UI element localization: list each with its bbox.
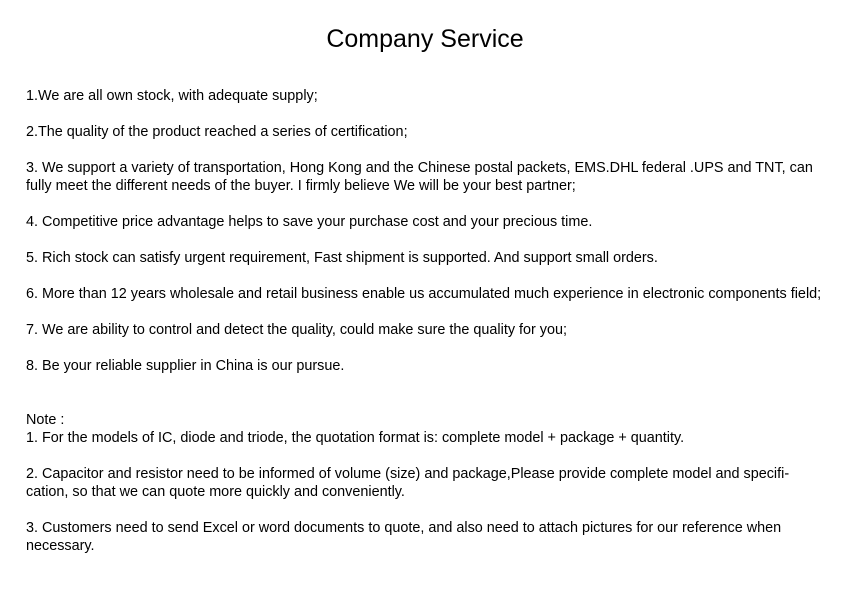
service-item-1: 1.We are all own stock, with adequate supply; <box>26 88 318 104</box>
page-title: Company Service <box>326 25 524 53</box>
service-item-2: 2.The quality of the product reached a series of certification; <box>26 124 408 140</box>
service-list <box>26 87 826 375</box>
document-body <box>26 87 826 573</box>
note-item-1: 1. For the models of IC, diode and triode, the quotation format is: complete model + package + quantity. <box>26 430 685 446</box>
note-item-3: 3. Customers need to send Excel or word documents to quote, and also need to attach pictures for our reference when necessary. <box>26 520 782 554</box>
service-item-8: 8. Be your reliable supplier in China is our pursue. <box>26 358 345 374</box>
service-item-6: 6. More than 12 years wholesale and retail business enable us accumulated much experience in electronic components field; <box>26 286 822 302</box>
note-heading: Note : <box>26 412 65 428</box>
note-item-2: 2. Capacitor and resistor need to be informed of volume (size) and package,Please provide complete model and specifi-cation, so that we can quote more quickly and conveniently. <box>26 466 790 500</box>
service-item-5: 5. Rich stock can satisfy urgent requirement, Fast shipment is supported. And support small orders. <box>26 250 658 266</box>
note-section <box>26 411 826 555</box>
service-item-4: 4. Competitive price advantage helps to save your purchase cost and your precious time. <box>26 214 593 230</box>
service-item-7: 7. We are ability to control and detect the quality, could make sure the quality for you; <box>26 322 568 338</box>
service-item-3: 3. We support a variety of transportation, Hong Kong and the Chinese postal packets, EMS.DHL federal .UPS and TNT, can fully meet the different needs of the buyer. I firmly believe We will be your best partner; <box>26 160 813 194</box>
